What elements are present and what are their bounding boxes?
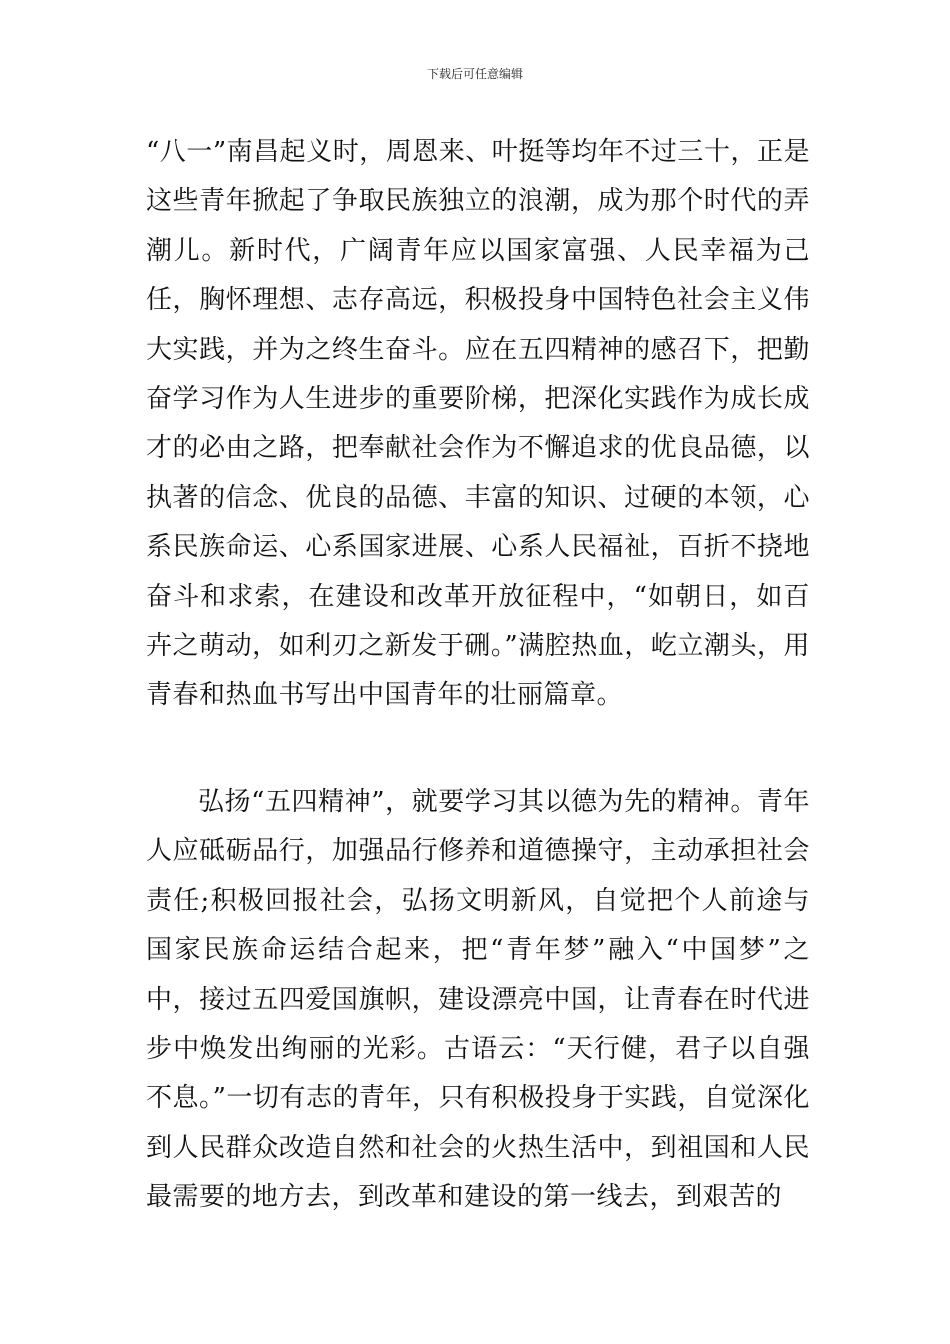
paragraph-1: “八一”南昌起义时，周恩来、叶挺等均年不过三十，正是这些青年掀起了争取民族独立的浪潮，成为那个时代的弄潮儿。新时代，广阔青年应以国家富强、人民幸福为己任，胸怀理想、志存高远，积极投身中国特色社会主义伟大实践，并为之终生奋斗。应在五四精神的感召下，把勤奋学习作为人生进步的重要阶梯，把深化实践作为成长成才的必由之路，把奉献社会作为不懈追求的优良品德，以执著的信念、优良的品德、丰富的知识、过硬的本领，心系民族命运、心系国家进展、心系人民福祉，百折不挠地奋斗和求索，在建设和改革开放征程中，“如朝日，如百卉之萌动，如利刃之新发于硎。”满腔热血，屹立潮头，用青春和热血书写出中国青年的壮丽篇章。 [146, 137, 810, 711]
document-body [146, 128, 810, 1223]
page-header-note: 下载后可任意编辑 [426, 67, 523, 81]
paragraph-2: 弘扬“五四精神”，就要学习其以德为先的精神。青年人应砥砺品行，加强品行修养和道德操守，主动承担社会责任;积极回报社会，弘扬文明新风，自觉把个人前途与国家民族命运结合起来，把“青年梦”融入“中国梦”之中，接过五四爱国旗帜，建设漂亮中国，让青春在时代进步中焕发出绚丽的光彩。古语云：“天行健，君子以自强不息。”一切有志的青年，只有积极投身于实践，自觉深化到人民群众改造自然和社会的火热生活中，到祖国和人民最需要的地方去，到改革和建设的第一线去，到艰苦的 [146, 786, 810, 1213]
